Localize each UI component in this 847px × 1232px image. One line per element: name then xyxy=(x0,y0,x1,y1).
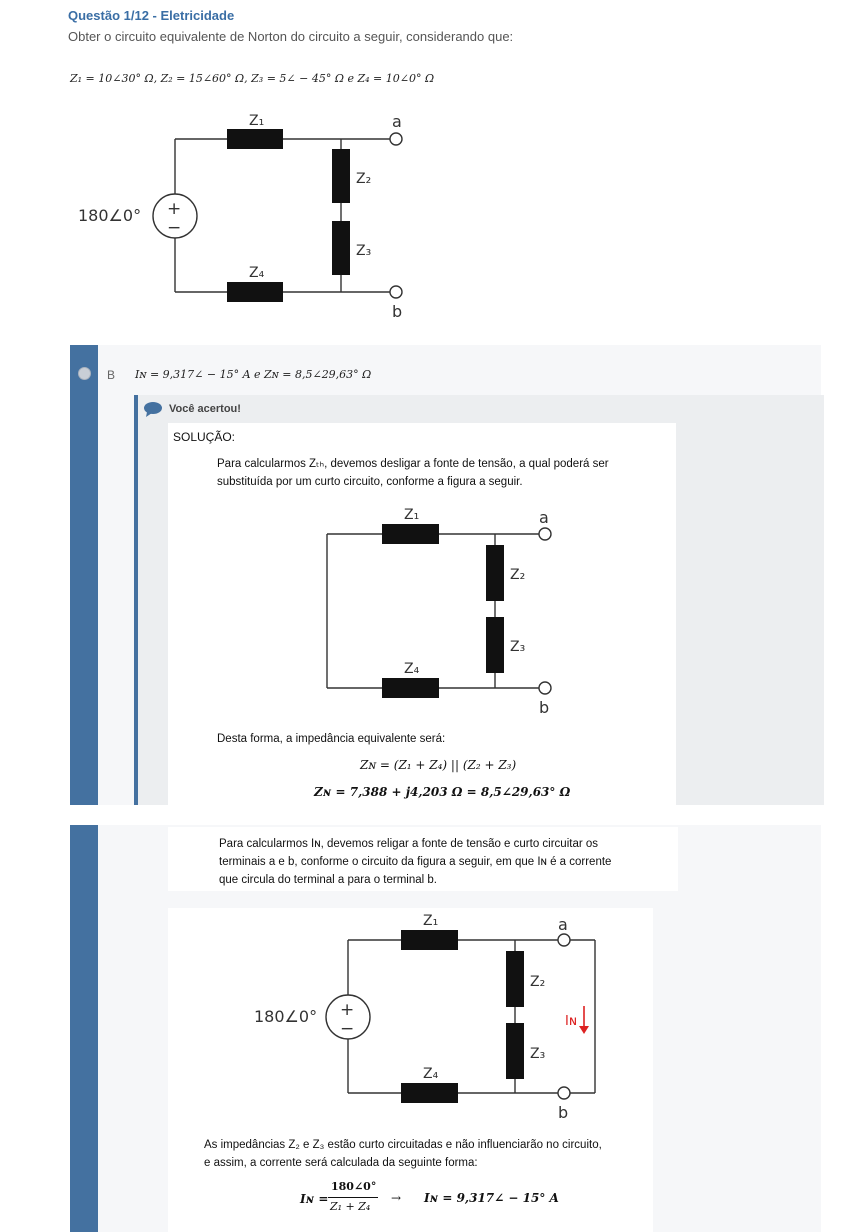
equation-in-lhs: Iɴ = xyxy=(300,1192,329,1206)
equation-in-denominator: Z₁ + Z₄ xyxy=(330,1200,371,1213)
circuit-diagram-norton-current xyxy=(250,908,610,1123)
circuit-diagram-original xyxy=(70,105,430,325)
label-z1: Z₁ xyxy=(249,113,265,129)
label-z1: Z₁ xyxy=(423,913,439,929)
label-a: a xyxy=(539,508,549,527)
equation-in-result: Iɴ = 9,317∠ − 15° A xyxy=(424,1191,559,1205)
solution-p4-line2: e assim, a corrente será calculada da seguinte forma: xyxy=(204,1157,478,1169)
label-b: b xyxy=(392,302,403,321)
question-title: Questão 1/12 - Eletricidade xyxy=(68,8,235,23)
label-z3: Z₃ xyxy=(356,243,372,259)
equation-in-numerator: 180∠0° xyxy=(331,1180,377,1193)
solution-heading: SOLUÇÃO: xyxy=(173,430,236,444)
label-z2: Z₂ xyxy=(356,171,372,187)
current-arrow-icon xyxy=(579,1006,589,1034)
label-plus: + xyxy=(167,199,182,219)
label-a: a xyxy=(392,112,402,131)
equation-zn-result: Zɴ = 7,388 + j4,203 Ω = 8,5∠29,63° Ω xyxy=(314,785,571,799)
solution-p3-line1: Para calcularmos Iɴ, devemos religar a fonte de tensão e curto circuitar os xyxy=(219,838,599,850)
label-z1: Z₁ xyxy=(404,507,420,523)
label-in: Iɴ xyxy=(565,1014,578,1029)
solution-p4-line1: As impedâncias Z₂ e Z₃ estão curto circuitadas e não influenciarão no circuito, xyxy=(204,1139,602,1151)
label-plus: + xyxy=(340,1000,355,1020)
label-z4: Z₄ xyxy=(249,265,265,281)
speech-bubble-icon xyxy=(143,401,163,417)
solution-p1-line1: Para calcularmos Zₜₕ, devemos desligar a fonte de tensão, a qual poderá ser xyxy=(217,458,609,470)
panel-accent-bar xyxy=(70,345,98,805)
feedback-title: Você acertou! xyxy=(169,403,241,415)
solution-p3-line3: que circula do terminal a para o terminal b. xyxy=(219,874,437,886)
label-a: a xyxy=(558,915,568,934)
option-b-radio[interactable] xyxy=(78,367,91,380)
circuit-diagram-shorted xyxy=(320,505,560,715)
question-text: Obter o circuito equivalente de Norton do circuito a seguir, considerando que: xyxy=(68,29,514,44)
fraction-bar xyxy=(328,1197,378,1198)
label-z4: Z₄ xyxy=(404,661,420,677)
label-source: 180∠0° xyxy=(254,1007,318,1026)
solution-p1-line2: substituída por um curto circuito, conforme a figura a seguir. xyxy=(217,476,523,488)
label-minus: − xyxy=(340,1019,355,1039)
equation-in-arrow: → xyxy=(391,1191,402,1205)
label-z3: Z₃ xyxy=(530,1046,546,1062)
label-z3: Z₃ xyxy=(510,639,526,655)
solution-p3-line2: terminais a e b, conforme o circuito da figura a seguir, em que Iɴ é a corrente xyxy=(219,856,612,868)
equation-zn: Zɴ = (Z₁ + Z₄) || (Z₂ + Z₃) xyxy=(360,758,517,772)
label-z2: Z₂ xyxy=(510,567,526,583)
panel-accent-bar xyxy=(70,825,98,1232)
label-z4: Z₄ xyxy=(423,1066,439,1082)
option-letter: B xyxy=(107,368,116,382)
label-minus: − xyxy=(167,218,182,238)
option-b-text[interactable]: Iɴ = 9,317∠ − 15° A e Zɴ = 8,5∠29,63° Ω xyxy=(135,368,372,381)
label-source: 180∠0° xyxy=(78,206,142,225)
label-z2: Z₂ xyxy=(530,974,546,990)
label-b: b xyxy=(558,1103,569,1122)
solution-p2: Desta forma, a impedância equivalente será: xyxy=(217,733,446,745)
impedance-values: Z₁ = 10∠30° Ω, Z₂ = 15∠60° Ω, Z₃ = 5∠ − 45° Ω e Z₄ = 10∠0° Ω xyxy=(70,72,435,85)
label-b: b xyxy=(539,698,550,715)
